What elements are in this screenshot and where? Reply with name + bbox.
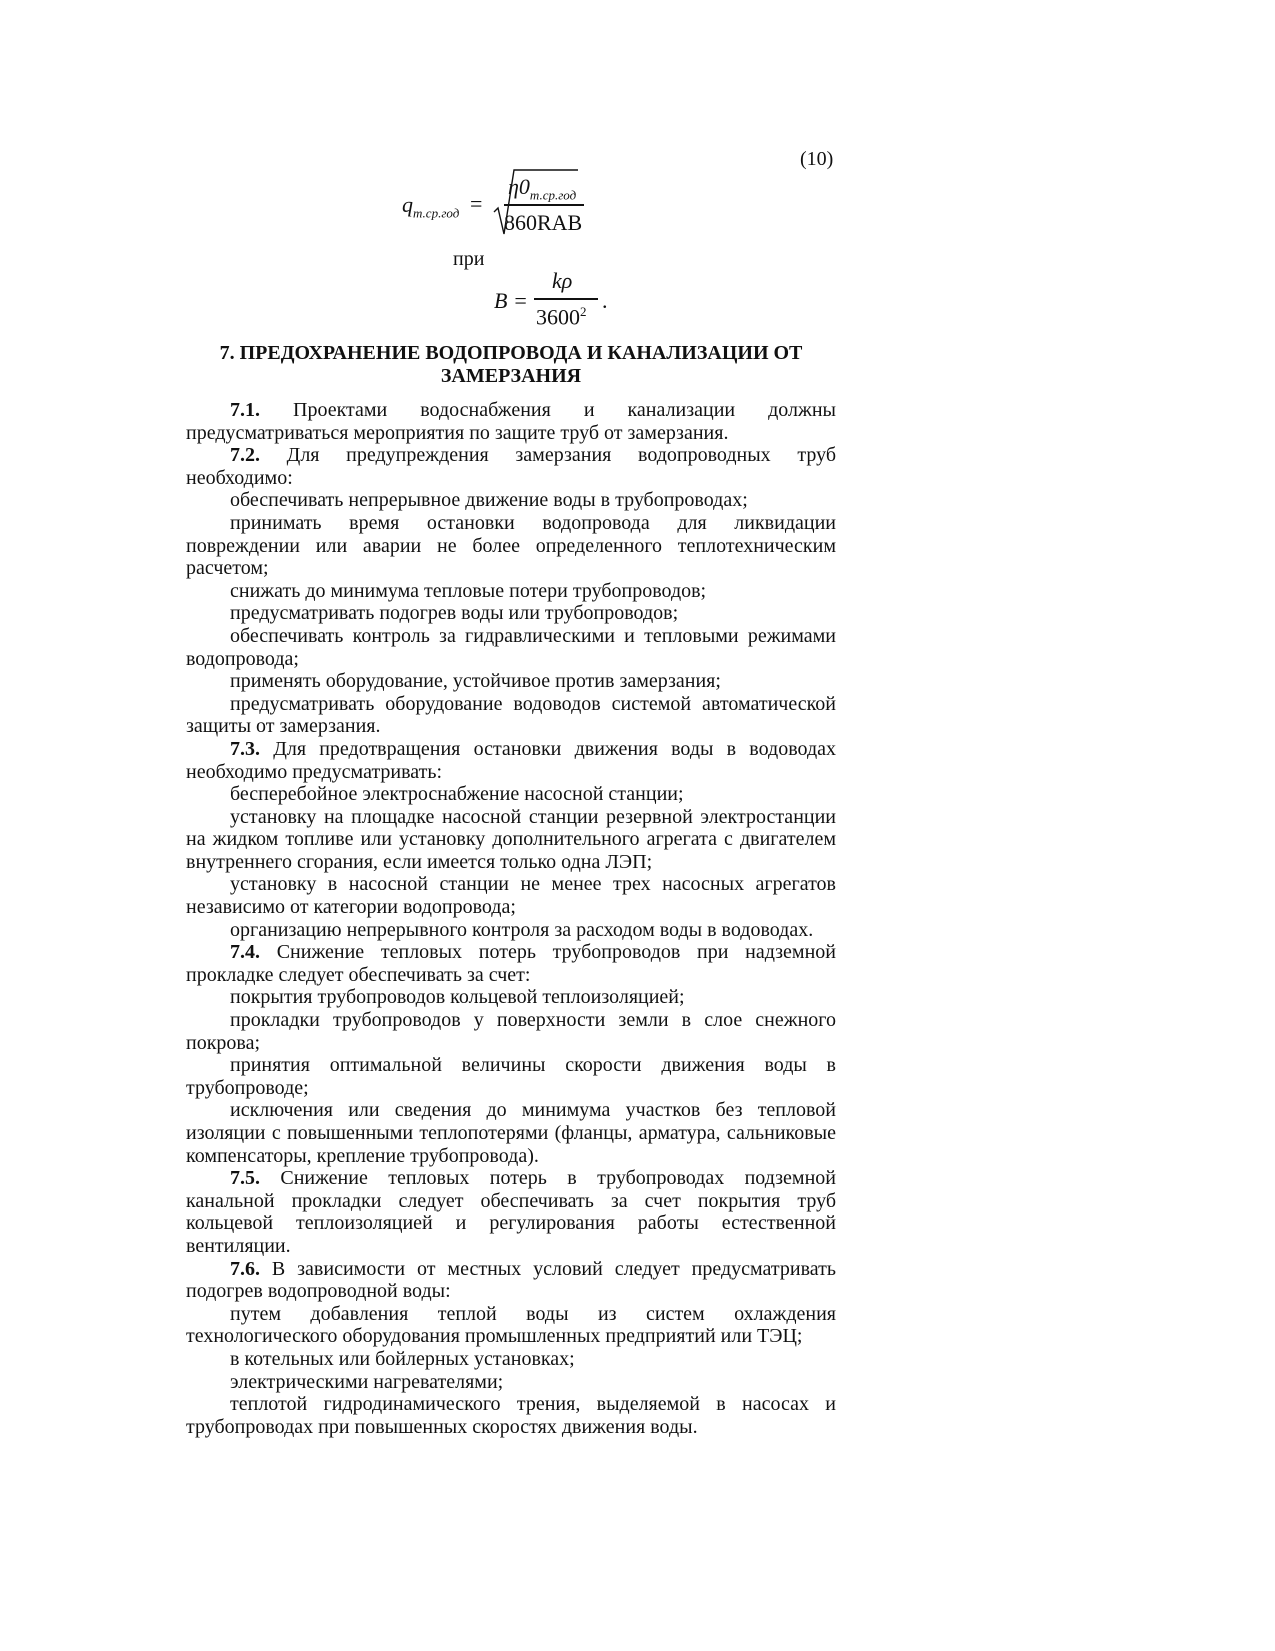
paragraph bbox=[186, 399, 836, 444]
paragraph bbox=[186, 693, 836, 738]
paragraph-text: обеспечивать контроль за гидравлическими и тепловыми режимами водопровода; bbox=[186, 624, 836, 670]
formula-denominator: 860RAB bbox=[504, 210, 583, 235]
formula-b bbox=[494, 268, 634, 328]
paragraph bbox=[186, 512, 836, 580]
paragraph bbox=[186, 738, 836, 783]
paragraph bbox=[186, 1054, 836, 1099]
paragraph-text: предусматривать подогрев воды или трубопроводов; bbox=[230, 602, 679, 625]
paragraph bbox=[186, 941, 836, 986]
section-heading-line-1: 7. ПРЕДОХРАНЕНИЕ ВОДОПРОВОДА И КАНАЛИЗАЦИИ ОТ bbox=[219, 342, 803, 364]
paragraph-text: установку на площадке насосной станции резервной электростанции на жидком топливе или установку дополнительного агрегата с двигателем внутреннего сгорания, если имеется только одна ЛЭП; bbox=[186, 805, 836, 873]
paragraph bbox=[186, 806, 836, 874]
paragraph bbox=[186, 1393, 836, 1438]
section-body bbox=[186, 399, 836, 1438]
paragraph-text: организацию непрерывного контроля за расходом воды в водоводах. bbox=[230, 918, 814, 941]
formula-b-lhs: B = bbox=[494, 288, 528, 313]
formula-b-numerator: kρ bbox=[552, 268, 573, 293]
paragraph-text: В зависимости от местных условий следует предусматривать подогрев водопроводной воды: bbox=[186, 1257, 836, 1303]
fraction-bar bbox=[534, 298, 598, 300]
paragraph-text: обеспечивать непрерывное движение воды в трубопроводах; bbox=[230, 489, 748, 512]
paragraph bbox=[186, 1348, 836, 1371]
formula-numerator: $\eta 0_{т.ср.год}$ bbox=[508, 174, 577, 203]
paragraph-text: исключения или сведения до минимума участков без тепловой изоляции с повышенными теплопотерями (фланцы, арматура, сальниковые компенсаторы, крепление трубопровода). bbox=[186, 1099, 836, 1167]
paragraph bbox=[186, 1258, 836, 1303]
paragraph-text: бесперебойное электроснабжение насосной станции; bbox=[230, 783, 684, 806]
equation-number: (10) bbox=[800, 148, 834, 170]
paragraph-number: 7.6. bbox=[230, 1257, 260, 1280]
section-heading-line-2: ЗАМЕРЗАНИЯ bbox=[440, 365, 582, 387]
paragraph-text: предусматривать оборудование водоводов системой автоматической защиты от замерзания. bbox=[186, 692, 836, 738]
paragraph-text: прокладки трубопроводов у поверхности земли в слое снежного покрова; bbox=[186, 1009, 836, 1054]
paragraph-text: Для предотвращения остановки движения воды в водоводах необходимо предусматривать: bbox=[186, 737, 836, 783]
paragraph-text: снижать до минимума тепловые потери трубопроводов; bbox=[230, 579, 707, 602]
paragraph bbox=[186, 602, 836, 625]
paragraph-text: применять оборудование, устойчивое против замерзания; bbox=[230, 670, 721, 693]
paragraph bbox=[186, 783, 836, 806]
paragraph bbox=[186, 670, 836, 693]
paragraph bbox=[186, 444, 836, 489]
fraction-bar bbox=[504, 204, 584, 206]
paragraph-number: 7.1. bbox=[230, 399, 260, 421]
paragraph-text: теплотой гидродинамического трения, выделяемой в насосах и трубопроводах при повышенных скоростях движения воды. bbox=[186, 1393, 836, 1438]
paragraph-number: 7.5. bbox=[230, 1167, 260, 1190]
paragraph bbox=[186, 873, 836, 918]
paragraph bbox=[186, 919, 836, 942]
paragraph-text: путем добавления теплой воды из систем охлаждения технологического оборудования промышленных предприятий или ТЭЦ; bbox=[186, 1302, 836, 1348]
paragraph bbox=[186, 1371, 836, 1394]
formula-condition-word: при bbox=[453, 248, 485, 270]
paragraph bbox=[186, 625, 836, 670]
formula-equals: = bbox=[470, 191, 483, 216]
paragraph-text: в котельных или бойлерных установках; bbox=[230, 1347, 575, 1370]
paragraph-text: покрытия трубопроводов кольцевой теплоизоляцией; bbox=[230, 986, 685, 1009]
formula-b-denominator: 3600$^2$ bbox=[536, 304, 587, 330]
paragraph-text: Для предупреждения замерзания водопроводных труб необходимо: bbox=[186, 444, 836, 489]
paragraph bbox=[186, 1303, 836, 1348]
paragraph-text: электрическими нагревателями; bbox=[230, 1370, 504, 1393]
formula-q-lhs: $q_{т.ср.год}$ bbox=[402, 192, 460, 221]
paragraph bbox=[186, 1167, 836, 1257]
paragraph bbox=[186, 986, 836, 1009]
paragraph bbox=[186, 1009, 836, 1054]
paragraph-text: Снижение тепловых потерь в трубопроводах подземной канальной прокладки следует обеспечивать за счет покрытия труб кольцевой теплоизоляцией и регулирования работы естественной вентиляции. bbox=[186, 1167, 836, 1257]
paragraph-text: принятия оптимальной величины скорости движения воды в трубопроводе; bbox=[186, 1054, 836, 1099]
paragraph-text: Снижение тепловых потерь трубопроводов при надземной прокладке следует обеспечивать за счет: bbox=[186, 941, 836, 986]
paragraph-text: установку в насосной станции не менее трех насосных агрегатов независимо от категории водопровода; bbox=[186, 873, 836, 919]
paragraph-number: 7.3. bbox=[230, 737, 260, 760]
paragraph-text: принимать время остановки водопровода для ликвидации повреждении или аварии не более определенного теплотехническим расчетом; bbox=[186, 511, 836, 580]
paragraph bbox=[186, 1099, 836, 1167]
section-heading bbox=[186, 342, 836, 388]
paragraph-number: 7.4. bbox=[230, 941, 260, 964]
paragraph bbox=[186, 580, 836, 603]
formula-b-period: . bbox=[602, 288, 608, 313]
paragraph-number: 7.2. bbox=[230, 444, 260, 467]
paragraph bbox=[186, 489, 836, 512]
paragraph-text: Проектами водоснабжения и канализации должны предусматриваться мероприятия по защите труб от замерзания. bbox=[186, 399, 836, 444]
